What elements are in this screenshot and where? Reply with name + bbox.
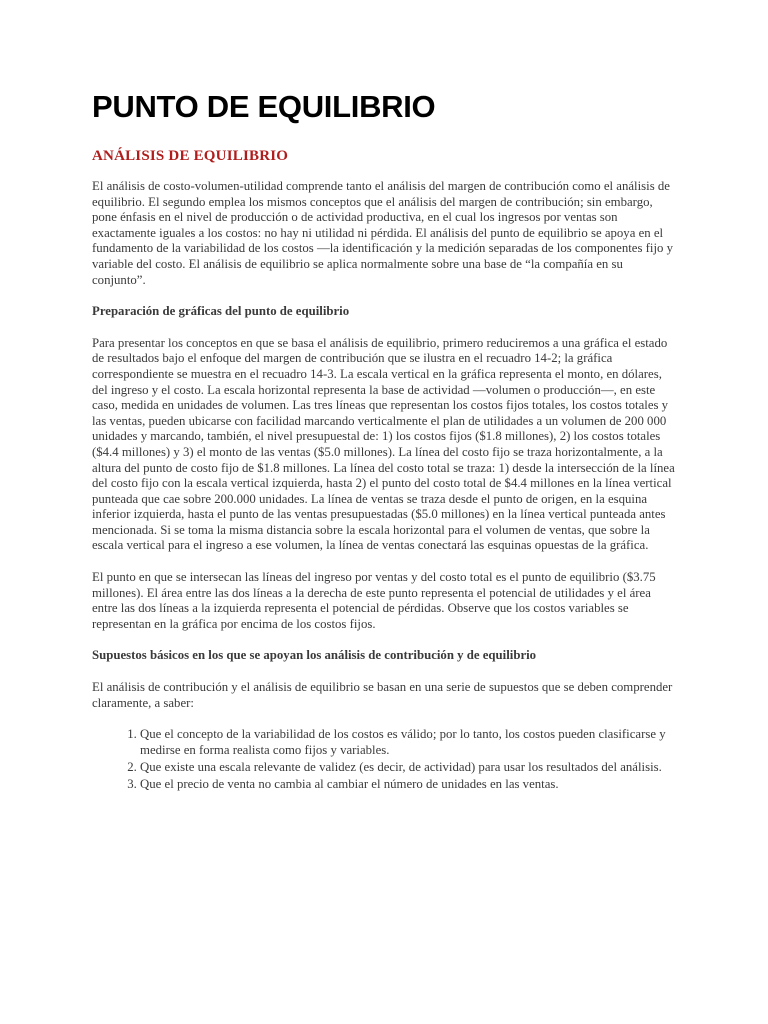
heading-supuestos-basicos: Supuestos básicos en los que se apoyan los análisis de contribución y de equilibrio [92,648,537,663]
paragraph-graficas: Para presentar los conceptos en que se basa el análisis de equilibrio, primero reduciremos a una gráfica el estado de resultados bajo el enfoque del margen de contribución que se ilustra en el recuadro 14-2; la gráfica correspondiente se muestra en el recuadro 14-3. La escala vertical en la gráfica representa el monto, en dólares, del ingreso y el costo. La escala horizontal representa la base de actividad —volumen o producción—, en este caso, medida en unidades de volumen. Las tres líneas que representan los costos fijos totales, los costos totales y las ventas, pueden ubicarse con facilidad marcando verticalmente el plan de utilidades a un volumen de 200 000 unidades y marcando, también, el nivel presupuestal de: 1) los costos fijos ($1.8 millones), 2) los costos totales ($4.4 millones) y 3) el monto de las ventas ($5.0 millones). La línea del costo fijo se traza horizontalmente, a la altura del punto de costo fijo de $1.8 millones. La línea del costo total se traza: 1) desde la intersección de la línea del costo fijo con la escala vertical izquierda, hasta 2) el punto del costo total de $4.4 millones en la línea vertical punteada que cae sobre 200.000 unidades. La línea de ventas se traza desde el punto de origen, en la esquina inferior izquierda, hasta el punto de las ventas presupuestadas ($5.0 millones) en la línea vertical punteada antes mencionada. Si se toma la misma distancia sobre la escala horizontal para el volumen de ventas, que sobre la escala vertical para el ingreso a ese volumen, la línea de ventas conectará las esquinas opuestas de la gráfica. [92,335,675,553]
heading-preparacion-graficas: Preparación de gráficas del punto de equilibrio [92,304,350,319]
assumptions-list [92,727,678,792]
paragraph-intro: El análisis de costo-volumen-utilidad comprende tanto el análisis del margen de contribución como el análisis de equilibrio. El segundo emplea los mismos conceptos que el análisis del margen de contribución; sin embargo, pone énfasis en el nivel de producción o de actividad productiva, en el cual los ingresos por ventas son exactamente iguales a los costos: no hay ni utilidad ni pérdida. El análisis del punto de equilibrio se apoya en el fundamento de la variabilidad de los costos —la identificación y la medición separadas de los componentes fijo y variable del costo. El análisis de equilibrio se aplica normalmente sobre una base de “la compañía en su conjunto”. [92,179,674,287]
section-subtitle: ANÁLISIS DE EQUILIBRIO [92,148,289,164]
paragraph-punto-equilibrio: El punto en que se intersecan las líneas del ingreso por ventas y del costo total es el punto de equilibrio ($3.75 millones). El área entre las dos líneas a la derecha de este punto representa el potencial de utilidades y el área entre las dos líneas a la izquierda representa el potencial de pérdidas. Observe que los costos variables se representan en la gráfica por encima de los costos fijos. [92,570,656,631]
list-item: 1. Que el concepto de la variabilidad de los costos es válido; por lo tanto, los costos pueden clasificarse y medirse en forma realista como fijos y variables. [140,727,678,758]
document-title: PUNTO DE EQUILIBRIO [92,89,436,124]
list-item: 2. Que existe una escala relevante de validez (es decir, de actividad) para usar los resultados del análisis. [140,760,678,776]
document-page [92,88,678,794]
paragraph-supuestos-intro: El análisis de contribución y el análisis de equilibrio se basan en una serie de supuestos que se deben comprender claramente, a saber: [92,680,673,710]
list-item: 3. Que el precio de venta no cambia al cambiar el número de unidades en las ventas. [140,777,678,793]
